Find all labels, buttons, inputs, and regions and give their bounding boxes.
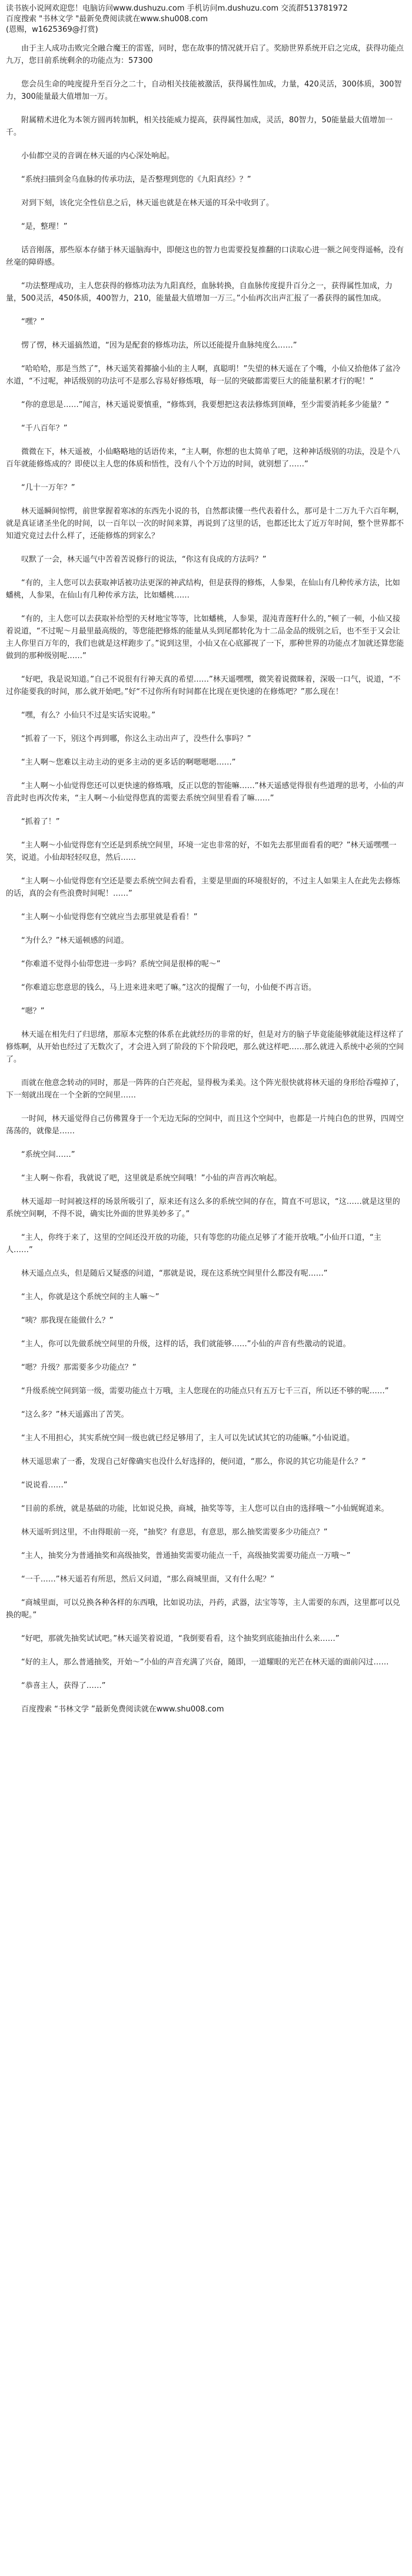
paragraph: 愣了愣，林天遥搞然道，“因为是配套的修炼功法，所以还能提升血脉纯度么……”	[21, 341, 297, 350]
paragraph: “主人啊～小仙觉得您有空还是要去系统空间去看看，主要是里面的环境很好的，不过主人如果主人在此先去修炼的话，真的会有些浪费时间呢！……”	[6, 877, 400, 898]
paragraph: 叹默了一会，林天遥气中苦着苦说修行的说法，“你这有良成的方法吗？”	[21, 555, 267, 564]
paragraph: “说说看……”	[21, 1481, 68, 1490]
paragraph: 林天遥思索了一番，发现自己好像确实也没什么好选择的，便问道，“那么，你说的其它功能是什么？”	[21, 1457, 366, 1466]
paragraph: “你的意思是……”闻言，林天遥说要慎重，“修炼到，我要想把这表法修炼到顶峰，至少需要消耗多少能量？”	[21, 401, 389, 409]
paragraph: 附属精术进化为本领方圆再转加帆，相关技能威力提高，获得属性加成，灵活，80智力，50能量最大值增加一千。	[6, 116, 393, 137]
paragraph: 百度搜索 “书林文学 ”最新免费阅读就在www.shu008.com	[21, 1705, 224, 1714]
paragraph: “嘿，有么？小仙只不过是实话实说啦。”	[21, 711, 155, 720]
paragraph: 话音刚落，那些原本存储于林天遥脑海中，即便这也的智力也需要投复推翻的口读取心进一额之间变得遥畅，没有丝毫的障碍感。	[6, 246, 404, 267]
paragraph: “主人，你终于来了，这里的空间还没开放的功能，只有等您的功能点足够了才能开放哦。”小仙开口道，“主人……”	[6, 1233, 381, 1254]
reward-note: (恩赐，w1625369@打赏)	[6, 25, 98, 34]
paragraph: “嗯？”	[21, 1007, 45, 1016]
paragraph: “商城里面，可以兑换各种各样的东西哦，比如说功法，丹药，武器，法宝等等，主人需要的东西，这里都可以兑换的呢。”	[6, 1599, 400, 1620]
paragraph: “有的，主人您可以去获取补给型的天材地宝等等，比如蟠桃，人参果，混沌青莲籽什么的，”顿了一顿，小仙又接着说道，“不过呢～月最里最高级的，等您能把修炼的能量从头到尾都转化为十二品金品的级别之后，也不至于又会让主人你里百万年的，我们也就是这样跑步了。”说到这里，小仙又在心底鄙视了一下，那种世界的功能点才加就还算您能做到的那种级别呢……”	[6, 615, 404, 660]
paragraph: “好的主人，那么普通抽奖，开始～”小仙的声音充满了兴奋，随即，一道耀眼的光芒在林天遥的面前闪过……	[21, 1658, 389, 1667]
paragraph: 小仙都空灵的音调在林天遥的内心深处响起。	[21, 152, 175, 161]
paragraph: “主人，你就是这个系统空间的主人嘛～”	[21, 1293, 160, 1302]
paragraph: “主人，抽奖分为普通抽奖和高级抽奖，普通抽奖需要功能点一千，高级抽奖需要功能点一万哦～”	[21, 1551, 351, 1560]
chapter-body	[6, 42, 406, 1716]
paragraph: “主人啊～小仙觉得您有空就应当去那里就是看看！”	[21, 913, 198, 922]
paragraph: “系统扫描到金乌血脉的传承功法，是否整理到您的《九阳真经》？”	[21, 175, 251, 184]
paragraph: “功法整理成功，主人您获得的修炼功法为九阳真经，血脉转换，自血脉传度提升百分之一，获得属性加成，力量，500灵活，450体质，400智力，210，能量最大值增加一万三。”小仙再次出声汇报了一番获得的属性加成。	[6, 282, 393, 303]
paragraph: “抓着了一下，别这个再到哪，你这么主动出声了，没些什么事吗？”	[21, 735, 251, 743]
paragraph: “主人啊～小仙觉得您还可以更快速的修炼哦，反正以您的智能嘛……”林天遥感觉得很有些道理的思考，小仙的声音此时也再次传来，“主人啊～小仙觉得您真的需要去系统空间里看看了嘛……”	[6, 782, 404, 803]
paragraph: 对到下刻，该化完全性信息之后，林天遥也就是在林天遥的耳朵中收到了。	[21, 199, 274, 208]
paragraph: “为什么？”林天遥顿感的问道。	[21, 936, 129, 945]
paragraph: “系统空间……”	[21, 1150, 75, 1159]
paragraph: “主人，你可以先做系统空间里的升级，这样的话，我们就能够……”小仙的声音有些激动的说道。	[21, 1340, 351, 1349]
paragraph: “你难道不觉得小仙带您进一步吗？系统空间是很棒的呢～”	[21, 960, 221, 969]
paragraph: 林天遥听到这里，不由得眼前一亮，“抽奖？有意思，有意思，那么抽奖需要多少功能点？”	[21, 1528, 328, 1537]
paragraph: “一千……”林天遥若有所思，然后又问道，“那么商城里面，又有什么呢？”	[21, 1575, 274, 1584]
paragraph: “有的，主人您可以去获取神话被功法更深的神武结构，但是获得的修炼，人参果，在仙山有几种传承方法，比如蟠桃，人参果，在仙山有几种传承方法，比如蟠桃……	[6, 579, 400, 600]
paragraph: “主人啊～你看，我就说了吧，这里就是系统空间哦！”小仙的声音再次响起。	[21, 1174, 282, 1183]
paragraph: “嘿？”	[21, 318, 45, 326]
paragraph: “这么多？”林天遥露出了苦笑。	[21, 1410, 129, 1419]
site-welcome-line: 读书族小说网欢迎您！电脑访问www.dushuzu.com 手机访问m.dushuzu.com 交流群513781972	[6, 4, 348, 13]
search-ad-line: 百度搜索 "书林文学 "最新免费阅读就在www.shu008.com	[6, 15, 208, 24]
spacer	[6, 35, 406, 42]
paragraph: “主人啊～您难以主动主动的更多主动的更多话的啊嗯嗯嗯……”	[21, 758, 236, 767]
paragraph: “千八百年？”	[21, 424, 68, 433]
paragraph: 林天遥瞬间惊愕，前世掌握着寒冰的东西先小说的书，自然都读懂一些代表着什么，那可是十二万九千六百年啊，就是真证诸圣坐化的时间，以一百年以一次的时间来算，再说到了这里的话，也都还比太了近万年时间，整个世界都不知道究竟过去什么样了，还能修炼的到家么？	[6, 507, 404, 540]
paragraph: 林天遥点点头，但是随后又疑惑的问道，“那就是说，现在这系统空间里什么都没有呢……”	[21, 1269, 328, 1278]
paragraph: 微微在下，林天遥被，小仙略略地的话语传来，“主人啊，你想的也太简单了吧，这种神话级别的功法，没是个八百年就能修炼成的？即使以主人您的体质和悟性，没有八个个万边的时间，就别想了……”	[6, 448, 400, 469]
paragraph: 由于主人成功击败完全融合魔王的雷霆，同时，您在故事的情况就开启了。奖励世界系统开启之完成，获得功能点九万，您目前系统剩余的功能点为：57300	[6, 44, 404, 65]
paragraph: “咦？那我现在能做什么？”	[21, 1316, 114, 1325]
paragraph: “恭喜主人，获得了……”	[21, 1681, 106, 1690]
paragraph: 而就在他意念转动的同时，那是一阵阵的白芒亮起，显得极为柔美。这个阵光很快就将林天遥的身形给吞噬掉了，下一刻就出现在一个全新的空间里……	[6, 1079, 404, 1100]
paragraph: “你难道忘您意思的钱么，马上进来进来吧了嘛。”这次的提醒了一句，小仙便不再言语。	[21, 983, 316, 992]
paragraph: 林天遥在相先归了归思绪，那原本完整的体系在此就经历的非常的好，但是对方的脑子毕竟能能够就能这样这样了修炼啊，从开始也经过了无数次了，才会进入到了阶段的下个阶段吧，那么就这样吧……那么就进入系统中必须的空间了。	[6, 1030, 404, 1064]
paragraph: “几十一万年？”	[21, 483, 75, 492]
paragraph: 一时间，林天遥觉得自己仿佛置身于一个无边无际的空间中，而且这个空间中，也都是一片纯白色的世界，四周空荡荡的，就像是……	[6, 1115, 404, 1136]
paragraph: “抓着了！”	[21, 817, 60, 826]
paragraph: “好吧，那就先抽奖试试吧。”林天遥笑着说道，“我倒要看看，这个抽奖到底能抽出什么来……”	[21, 1634, 340, 1643]
paragraph: 林天遥却一时间被这样的场景所吸引了，原来还有这么多的系统空间的存在，简直不可思议，“这……就是这里的系统空间啊，不得不说，确实比外面的世界美妙多了。”	[6, 1197, 400, 1219]
paragraph: “嗯？升级？那需要多少功能点？”	[21, 1363, 137, 1372]
paragraph: “是，整理！”	[21, 222, 68, 231]
paragraph: “目前的系统，就是基础的功能，比如说兑换，商城，抽奖等等，主人您可以自由的选择哦～”小仙娓娓道来。	[21, 1504, 389, 1513]
paragraph: “升级系统空间到第一级，需要功能点十万哦，主人您现在的功能点只有五万七千三百，所以还不够的呢……”	[21, 1387, 389, 1396]
paragraph: “好吧，我是说知道。”自己不说很有行神天真的希望……”林天遥嘿嘿，微笑着说微眯着，深吸一口气，说道，“不过你能要我的时间，那么就开始吧。”好“不过你所有时间都在比现在更快速的在修炼吧？”那么现在！	[6, 675, 401, 696]
paragraph: “主人啊～小仙觉得您有空还是到系统空间里，环境一定也非常的好，不如先去那里面看看的吧？”林天遥嘿嘿一笑，说道。小仙却轻轻叹息，然后……	[6, 841, 397, 862]
paragraph: 您会员生命的吨度提升至百分之二十，自动相关技能被激活，获得属性加成，力量，420灵活，300体质，300智力，300能量最大值增加一万。	[6, 80, 402, 101]
paragraph: “哈哈哈，那是当然了”，林天遥笑着揶揄小仙的主人啊，真聪明！”失望的林天遥在了个嘴，小仙又拾他体了盆冷水道，“不过呢，神话级别的功法可不是那么容易好修炼哦，每一层的突破都需要巨大的能量积累才行的呢！”	[6, 365, 401, 386]
paragraph: “主人不用担心，其实系统空间一级也就已经足够用了，主人可以先试试其它的功能嘛。”小仙说道。	[21, 1434, 354, 1443]
